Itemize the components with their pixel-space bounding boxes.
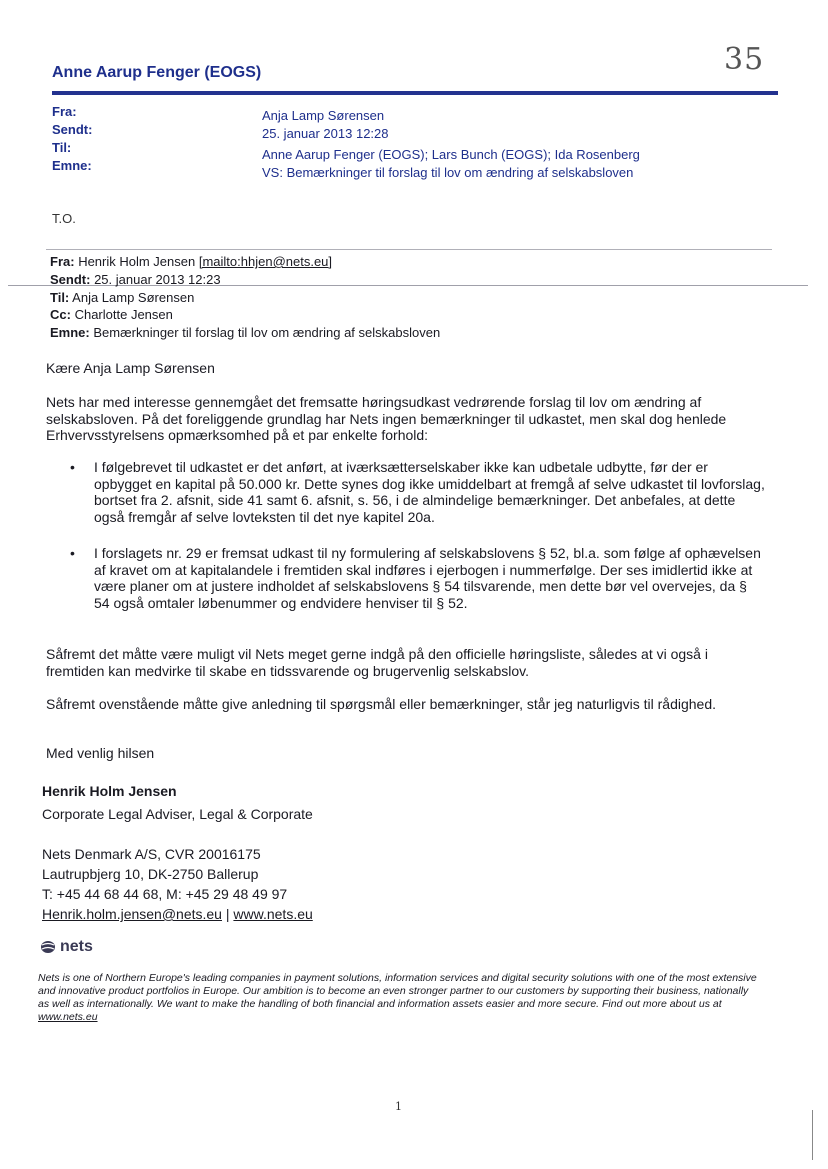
fwd-subject-line bbox=[50, 325, 440, 340]
signature-phones: T: +45 44 68 44 68, M: +45 29 48 49 97 bbox=[42, 886, 288, 902]
subject-label: Emne: bbox=[52, 158, 92, 173]
signature-links bbox=[42, 906, 313, 922]
fwd-from-name: Henrik Holm Jensen bbox=[78, 254, 196, 269]
separator-line bbox=[46, 249, 772, 250]
disclaimer bbox=[38, 972, 760, 1024]
sent-label: Sendt: bbox=[52, 122, 93, 137]
handwritten-page-number: 35 bbox=[724, 42, 765, 77]
signature-email-link[interactable]: Henrik.holm.jensen@nets.eu bbox=[42, 906, 222, 922]
signature-website-link[interactable]: www.nets.eu bbox=[233, 906, 313, 922]
to-note: T.O. bbox=[52, 211, 76, 226]
signature-title: Corporate Legal Adviser, Legal & Corporate bbox=[42, 806, 313, 822]
fwd-to-label: Til: bbox=[50, 290, 70, 305]
bullet-dot: • bbox=[70, 545, 75, 561]
paragraph-3: Såfremt ovenstående måtte give anledning til spørgsmål eller bemærkninger, står jeg naturligvis til rådighed. bbox=[46, 696, 717, 712]
disclaimer-link[interactable]: www.nets.eu bbox=[38, 1011, 98, 1023]
fwd-sent-label: Sendt: bbox=[50, 272, 91, 287]
header-divider bbox=[52, 91, 778, 95]
signature-address: Lautrupbjerg 10, DK-2750 Ballerup bbox=[42, 866, 259, 882]
signature-company: Nets Denmark A/S, CVR 20016175 bbox=[42, 846, 261, 862]
to-value: Anne Aarup Fenger (EOGS); Lars Bunch (EOGS); Ida Rosenberg bbox=[262, 147, 640, 162]
fwd-cc-label: Cc: bbox=[50, 307, 71, 322]
fwd-from-line bbox=[50, 254, 332, 269]
intro-paragraph: Nets har med interesse gennemgået det fremsatte høringsudkast vedrørende forslag til lov om ændring af selskabsloven. På det foreliggende grundlag har Nets ingen bemærkninger til udkastet, men skal dog henlede Erhvervsstyrelsens opmærksomhed på et par enkelte forhold: bbox=[46, 394, 727, 443]
fwd-to-value: Anja Lamp Sørensen bbox=[72, 290, 195, 305]
from-label: Fra: bbox=[52, 104, 77, 119]
sent-value: 25. januar 2013 12:28 bbox=[262, 126, 389, 141]
fwd-sent-line bbox=[50, 272, 221, 287]
fwd-subject-label: Emne: bbox=[50, 325, 90, 340]
fwd-from-label: Fra: bbox=[50, 254, 75, 269]
nets-logo bbox=[40, 938, 93, 956]
fwd-cc-value: Charlotte Jensen bbox=[74, 307, 173, 322]
from-value: Anja Lamp Sørensen bbox=[262, 108, 385, 123]
fwd-cc-line bbox=[50, 307, 173, 322]
fwd-to-line bbox=[50, 290, 194, 305]
paragraph-2: Såfremt det måtte være muligt vil Nets meget gerne indgå på den officielle høringsliste, således at vi også i fremtiden kan medvirke til skabe en tidssvarende og brugervenlig selskabslov. bbox=[46, 646, 708, 679]
scan-edge bbox=[812, 1110, 813, 1160]
page-number: 1 bbox=[395, 1100, 402, 1113]
fwd-sent-value: 25. januar 2013 12:23 bbox=[94, 272, 221, 287]
disclaimer-text: Nets is one of Northern Europe's leading companies in payment solutions, information services and digital security solutions with one of the most extensive and innovative product portfolios in Europe. Our ambition is to become an even stronger partner to our customers by supporting their business, nationally as well as internationally. We want to make the handling of both financial and information assets easier and more secure. Find out more about us at bbox=[38, 972, 757, 1010]
subject-value: VS: Bemærkninger til forslag til lov om ændring af selskabsloven bbox=[262, 165, 634, 180]
sender-title: Anne Aarup Fenger (EOGS) bbox=[52, 64, 262, 81]
fwd-from-mailto[interactable]: [mailto:hhjen@nets.eu] bbox=[198, 254, 333, 269]
nets-logo-text: nets bbox=[60, 938, 93, 955]
fwd-subject-value: Bemærkninger til forslag til lov om ændring af selskabsloven bbox=[93, 325, 441, 340]
closing: Med venlig hilsen bbox=[46, 745, 155, 761]
greeting: Kære Anja Lamp Sørensen bbox=[46, 360, 215, 376]
signature-separator: | bbox=[225, 906, 230, 922]
nets-logo-icon bbox=[40, 940, 56, 954]
to-label: Til: bbox=[52, 140, 72, 155]
bullet-item-1: I følgebrevet til udkastet er det anført, at iværksætterselskaber ikke kan udbetale udbytte, før der er opbygget en kapital på 50.000 kr. Dette synes dog ikke umiddelbart at fremgå af selve udkastet til lovforslag, bortset fra 2. afsnit, side 41 samt 6. afsnit, s. 56, i de almindelige bemærkninger. Det anbefales, at dette også fremgår af selve lovteksten til det nye kapitel 20a. bbox=[94, 459, 765, 525]
bullet-dot: • bbox=[70, 459, 75, 475]
signature-name: Henrik Holm Jensen bbox=[42, 783, 177, 799]
bullet-item-2: I forslagets nr. 29 er fremsat udkast til ny formulering af selskabslovens § 52, bl.a. som følge af ophævelsen af kravet om at kapitalandele i fremtiden skal indføres i ejerbogen i nummerfølge. Der ses imidlertid ikke at være planer om at justere indholdet af selskabslovens § 54 tilsvarende, men dette bør vel overvejes, da § 54 også omtaler løbenummer og endvidere henviser til § 52. bbox=[94, 545, 761, 611]
